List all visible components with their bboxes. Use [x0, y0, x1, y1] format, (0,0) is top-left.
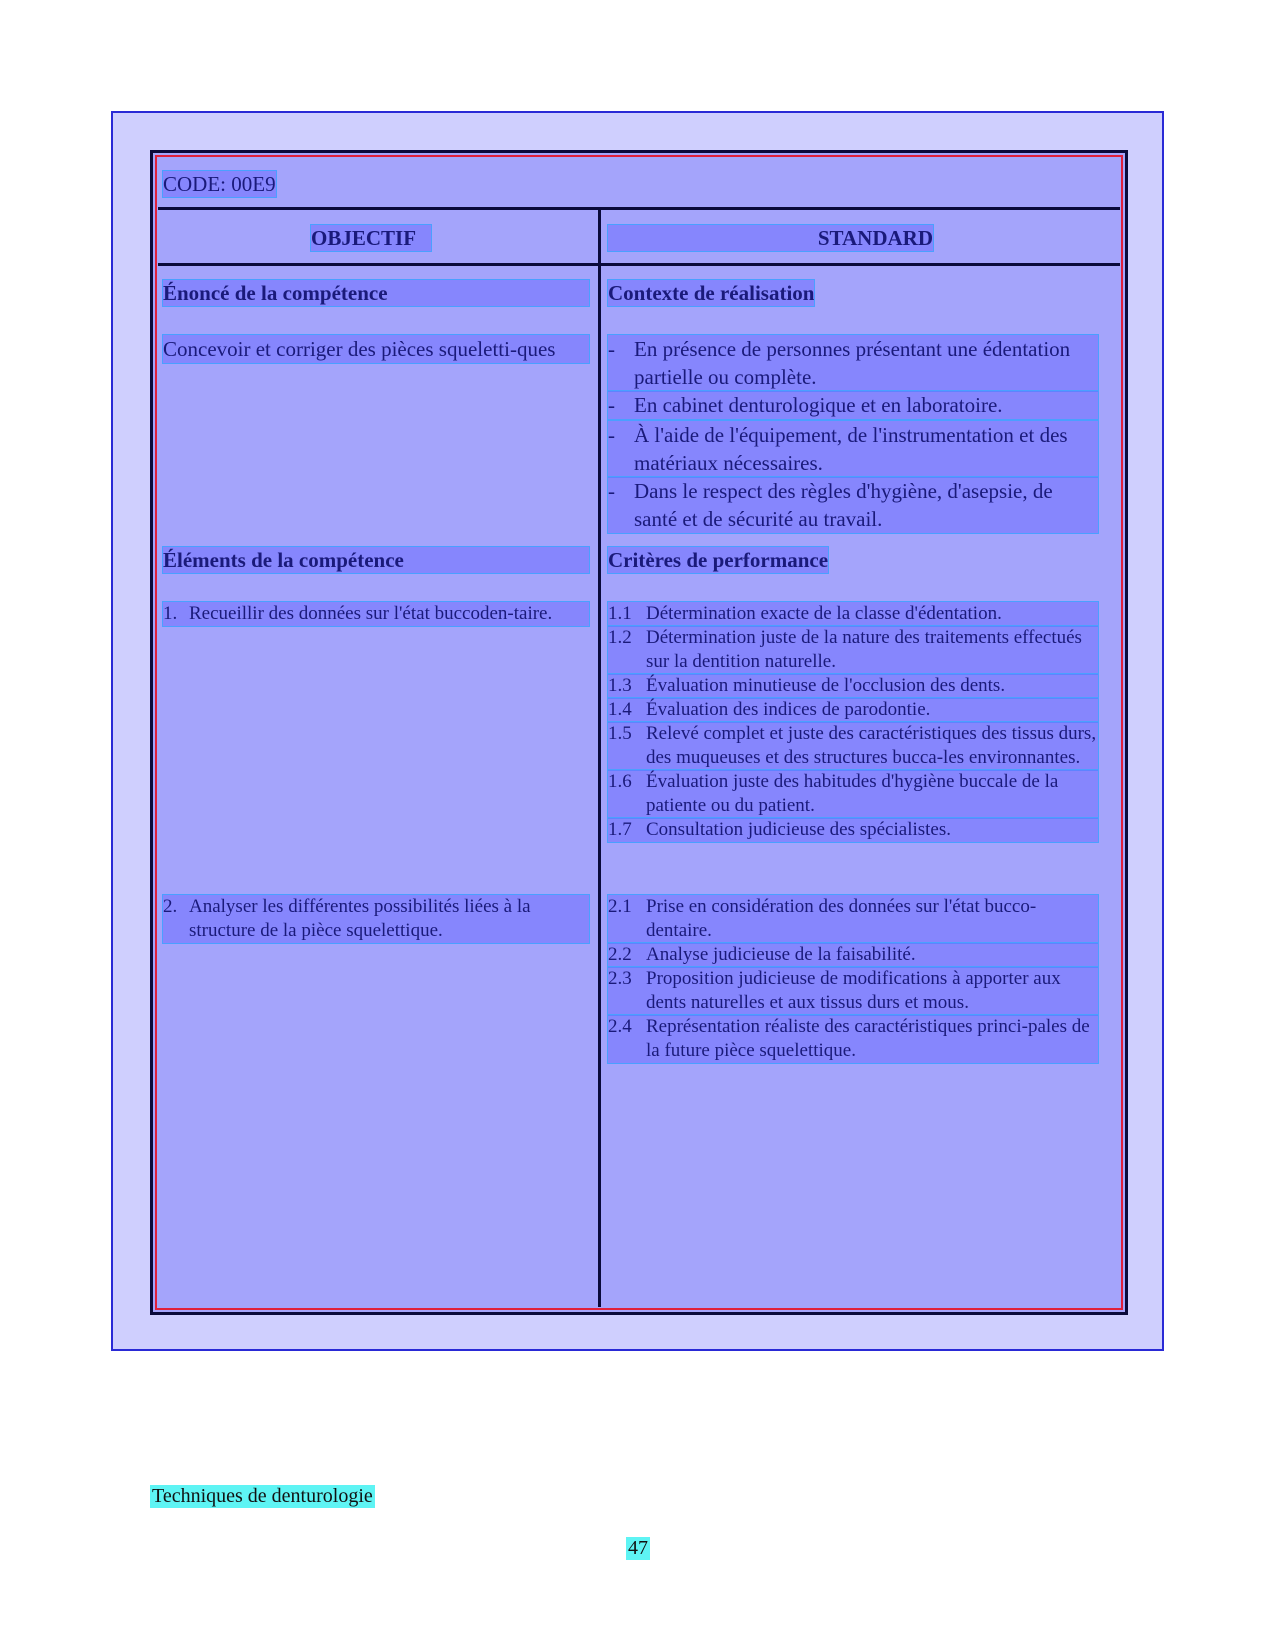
- critere-item: 2.4 Représentation réaliste des caractéristiques princi-pales de la future pièce squelettique.: [608, 1015, 1098, 1063]
- enonce-text: Concevoir et corriger des pièces squeletti-ques: [163, 335, 589, 363]
- header-objectif: OBJECTIF: [311, 225, 431, 251]
- column-divider: [598, 210, 601, 1307]
- enonce-text-block: [163, 335, 583, 363]
- critere-item: 1.1 Détermination exacte de la classe d'édentation.: [608, 602, 1098, 626]
- element-1-number: 1.: [163, 603, 178, 624]
- critere-item: 2.3 Proposition judicieuse de modifications à apporter aux dents naturelles et aux tissus durs et mous.: [608, 967, 1098, 1015]
- contexte-title: Contexte de réalisation: [608, 281, 815, 305]
- element-1-text: Recueillir des données sur l'état buccoden-taire.: [189, 603, 553, 624]
- contexte-item: - En présence de personnes présentant une édentation partielle ou complète.: [608, 335, 1098, 391]
- divider-code: [158, 207, 1120, 210]
- contexte-item: - En cabinet denturologique et en laboratoire.: [608, 391, 1098, 419]
- contexte-item: - À l'aide de l'équipement, de l'instrumentation et des matériaux nécessaires.: [608, 421, 1098, 477]
- code-label: CODE: 00E9: [163, 172, 276, 196]
- criteres-group-1: [608, 602, 1098, 842]
- critere-item: 2.2 Analyse judicieuse de la faisabilité.: [608, 943, 1098, 967]
- divider-header: [158, 263, 1120, 266]
- criteres-group-2: [608, 895, 1098, 1063]
- critere-item: 2.1 Prise en considération des données sur l'état bucco-dentaire.: [608, 895, 1098, 943]
- enonce-title: Énoncé de la compétence: [163, 280, 589, 306]
- critere-item: 1.5 Relevé complet et juste des caractéristiques des tissus durs, des muqueuses et des structures bucca-les environnantes.: [608, 723, 1097, 768]
- element-1: [163, 602, 589, 626]
- contexte-list: [608, 335, 1098, 533]
- element-2: [163, 895, 589, 943]
- critere-item: 1.7 Consultation judicieuse des spécialistes.: [608, 818, 1098, 842]
- page-number: 47: [628, 1537, 648, 1559]
- criteres-title: Critères de performance: [608, 548, 829, 572]
- element-2-number: 2.: [163, 896, 178, 917]
- elements-title: Éléments de la compétence: [163, 547, 589, 573]
- critere-item: 1.2 Détermination juste de la nature des traitements effectués sur la dentition naturelle.: [608, 626, 1098, 674]
- header-standard: STANDARD: [608, 225, 933, 251]
- contexte-item: - Dans le respect des règles d'hygiène, d'asepsie, de santé et de sécurité au travail.: [608, 477, 1098, 533]
- footer-program-name: Techniques de denturologie: [152, 1485, 373, 1507]
- competency-table: [150, 150, 1128, 1315]
- critere-item: 1.4 Évaluation des indices de parodontie.: [608, 698, 1098, 722]
- element-2-text: Analyser les différentes possibilités liées à la structure de la pièce squelettique.: [189, 896, 531, 941]
- critere-item: 1.6 Évaluation juste des habitudes d'hygiène buccale de la patiente ou du patient.: [608, 770, 1098, 818]
- critere-item: 1.3 Évaluation minutieuse de l'occlusion des dents.: [608, 674, 1098, 698]
